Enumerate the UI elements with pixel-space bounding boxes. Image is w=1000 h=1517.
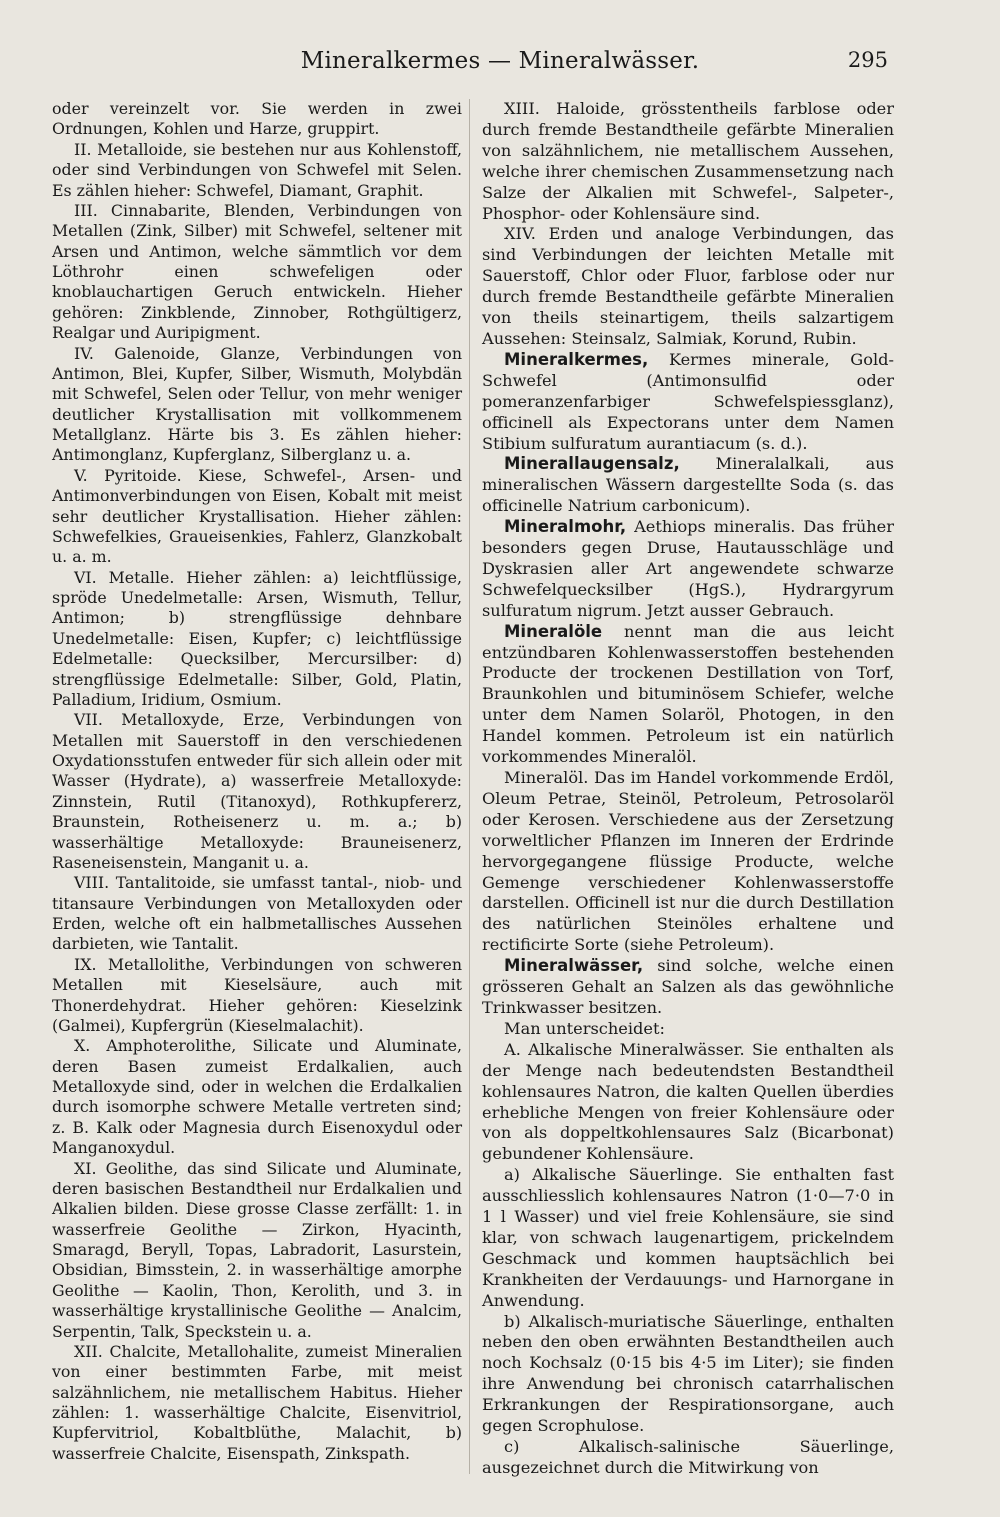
paragraph-text: XIV. Erden und analoge Verbindungen, das sind Verbindungen der leichten Metalle mit Sauerstoff, Chlor oder Fluor, farblose oder nur durch fremde Bestandtheile gefärbte Mineralien von theils steinartigem, theils salzartigem Aussehen: Steinsalz, Salmiak, Korund, Rubin. bbox=[482, 224, 894, 348]
paragraph bbox=[52, 710, 462, 873]
paragraph bbox=[482, 350, 894, 455]
paragraph bbox=[52, 99, 462, 140]
paragraph bbox=[482, 1019, 894, 1040]
paragraph bbox=[52, 1342, 462, 1464]
paragraph bbox=[482, 956, 894, 1019]
paragraph-text: A. Alkalische Mineralwässer. Sie enthalten als der Menge nach bedeutendsten Bestandtheil kohlensaures Natron, die kalten Quellen überdies erhebliche Mengen von freier Kohlensäure oder von als doppeltkohlensaures Salz (Bicarbonat) gebundener Kohlensäure. bbox=[482, 1039, 894, 1164]
paragraph-text: XII. Chalcite, Metallohalite, zumeist Mineralien von einer bestimmten Farbe, mit meist salzähnlichem, nie metallischem Habitus. Hieher zählen: 1. wasserhältige Chalcite, Eisenvitriol, Kupfervitriol, Kobaltblüthe, Malachit, b) wasserfreie Chalcite, Eisenspath, Zinkspath. bbox=[52, 1341, 462, 1463]
entry-headword: Mineralmohr, bbox=[504, 517, 627, 537]
paragraph bbox=[52, 568, 462, 711]
entry-headword: Mineralwässer, bbox=[504, 956, 644, 976]
paragraph-text: XIII. Haloide, grösstentheils farblose oder durch fremde Bestandtheile gefärbte Mineralien von salzähnlichem, nie metallischem Aussehen, welche ihrer chemischen Zusammensetzung nach Salze der Alkalien mit Schwefel-, Salpeter-, Phosphor- oder Kohlensäure sind. bbox=[482, 99, 894, 223]
paragraph-text: nennt man die aus leicht entzündbaren Kohlenwasserstoffen bestehenden Producte der trockenen Destillation von Torf, Braunkohlen und bituminösem Schiefer, welche unter dem Namen Solaröl, Photogen, in den Handel kommen. Petroleum ist ein natürlich vorkommendes Mineralöl. bbox=[482, 621, 894, 767]
paragraph bbox=[482, 99, 894, 224]
paragraph bbox=[482, 454, 894, 517]
paragraph-text: III. Cinnabarite, Blenden, Verbindungen von Metallen (Zink, Silber) mit Schwefel, seltener mit Arsen und Antimon, welche sämmtlich vor dem Löthrohr einen schwefeligen oder knoblauchartigen Geruch entwickeln. Hieher gehören: Zinkblende, Zinnober, Rothgültigerz, Realgar und Auripigment. bbox=[52, 200, 462, 343]
paragraph-text: X. Amphoterolithe, Silicate und Aluminate, deren Basen zumeist Erdalkalien, auch Metalloxyde sind, oder in welchen die Erdalkalien durch isomorphe schwere Metalle vertreten sind; z. B. Kalk oder Magnesia durch Eisenoxydul oder Manganoxydul. bbox=[52, 1036, 462, 1158]
paragraph-text: sind solche, welche einen grösseren Gehalt an Salzen als das gewöhnliche Trinkwasser besitzen. bbox=[482, 956, 894, 1017]
entry-headword: Mineralkermes, bbox=[504, 349, 649, 369]
paragraph-text: a) Alkalische Säuerlinge. Sie enthalten fast ausschliesslich kohlensaures Natron (1·0—7·0 in 1 l Wasser) und viel freie Kohlensäure, sie sind klar, von schwach laugenartigem, prickelndem Geschmack und kommen hauptsächlich bei Krankheiten der Verdauungs- und Harnorgane in Anwendung. bbox=[482, 1165, 894, 1310]
paragraph bbox=[482, 1312, 894, 1437]
paragraph-text: oder vereinzelt vor. Sie werden in zwei Ordnungen, Kohlen und Harze, gruppirt. bbox=[52, 99, 462, 139]
paragraph-text: IV. Galenoide, Glanze, Verbindungen von Antimon, Blei, Kupfer, Silber, Wismuth, Molybdän mit Schwefel, Selen oder Tellur, von mehr weniger deutlicher Krystallisation mit vollkommenem Metallglanz. Härte bis 3. Es zählen hieher: Antimonglanz, Kupferglanz, Silberglanz u. a. bbox=[52, 343, 462, 465]
entry-headword: Minerallaugensalz, bbox=[504, 454, 680, 474]
paragraph bbox=[482, 517, 894, 622]
page-number: 295 bbox=[847, 48, 888, 72]
paragraph bbox=[52, 1036, 462, 1158]
paragraph bbox=[482, 622, 894, 768]
paragraph-text: IX. Metallolithe, Verbindungen von schweren Metallen mit Kieselsäure, auch mit Thonerdehydrat. Hieher gehören: Kieselzink (Galmei), Kupfergrün (Kieselmalachit). bbox=[52, 954, 462, 1035]
paragraph bbox=[482, 1040, 894, 1165]
paragraph bbox=[52, 344, 462, 466]
paragraph bbox=[482, 1437, 894, 1479]
paragraph-text: Aethiops mineralis. Das früher besonders gegen Druse, Hautausschläge und Dyskrasien aller Art angewendete schwarze Schwefelquecksilber (HgS.), Hydrargyrum sulfuratum nigrum. Jetzt ausser Gebrauch. bbox=[482, 517, 894, 620]
paragraph-text: XI. Geolithe, das sind Silicate und Aluminate, deren basischen Bestandtheil nur Erdalkalien und Alkalien bilden. Diese grosse Classe zerfällt: 1. in wasserfreie Geolithe — Zirkon, Hyacinth, Smaragd, Beryll, Topas, Labradorit, Lasurstein, Obsidian, Bimsstein, 2. in wasserhältige amorphe Geolithe — Kaolin, Thon, Kerolith, und 3. in wasserhältige krystallinische Geolithe — Analcim, Serpentin, Talk, Speckstein u. a. bbox=[52, 1158, 462, 1341]
paragraph-text: VII. Metalloxyde, Erze, Verbindungen von Metallen mit Sauerstoff in den verschiedenen Oxydationsstufen entweder für sich allein oder mit Wasser (Hydrate), a) wasserfreie Metalloxyde: Zinnstein, Rutil (Titanoxyd), Rothkupfererz, Braunstein, Rotheisenerz u. m. a.; b) wasserhältige Metalloxyde: Brauneisenerz, Raseneisenstein, Manganit u. a. bbox=[52, 710, 462, 872]
paragraph-text: Man unterscheidet: bbox=[504, 1018, 665, 1038]
paragraph-text: VIII. Tantalitoide, sie umfasst tantal-, niob- und titansaure Verbindungen von Metalloxyden oder Erden, welche oft ein halbmetallisches Aussehen darbieten, wie Tantalit. bbox=[52, 873, 462, 954]
paragraph-text: VI. Metalle. Hieher zählen: a) leichtflüssige, spröde Unedelmetalle: Arsen, Wismuth, Tellur, Antimon; b) strengflüssige dehnbare Unedelmetalle: Eisen, Kupfer; c) leichtflüssige Edelmetalle: Quecksilber, Mercursilber: d) strengflüssige Edelmetalle: Silber, Gold, Platin, Palladium, Iridium, Osmium. bbox=[52, 567, 462, 709]
paragraph bbox=[52, 1159, 462, 1342]
paragraph-text: II. Metalloide, sie bestehen nur aus Kohlenstoff, oder sind Verbindungen von Schwefel mit Selen. Es zählen hieher: Schwefel, Diamant, Graphit. bbox=[52, 139, 462, 200]
paragraph-text: Mineralalkali, aus mineralischen Wässern dargestellte Soda (s. das officinelle Natrium carbonicum). bbox=[482, 454, 894, 516]
paragraph bbox=[482, 224, 894, 349]
paragraph-text: Mineralöl. Das im Handel vorkommende Erdöl, Oleum Petrae, Steinöl, Petroleum, Petrosolaröl oder Kerosen. Verschiedene aus der Zersetzung vorweltlicher Pflanzen im Inneren der Erdrinde hervorgegangene flüssige Producte, welche Gemenge verschiedener Kohlenwasserstoffe darstellen. Officinell ist nur die durch Destillation des natürlichen Steinöles erhaltene und rectificirte Sorte (siehe Petroleum). bbox=[482, 768, 894, 955]
entry-headword: Mineralöle bbox=[504, 621, 603, 641]
paragraph bbox=[52, 140, 462, 201]
paragraph bbox=[52, 201, 462, 344]
column-divider bbox=[469, 99, 470, 1474]
right-column bbox=[482, 99, 894, 1479]
running-title: Mineralkermes — Mineralwässer. bbox=[300, 48, 700, 74]
paragraph bbox=[52, 873, 462, 955]
paragraph bbox=[52, 466, 462, 568]
paragraph-text: b) Alkalisch-muriatische Säuerlinge, enthalten neben den oben erwähnten Bestandtheilen auch noch Kochsalz (0·15 bis 4·5 im Liter); sie finden ihre Anwendung bei chronisch catarrhalischen Erkrankungen der Respirationsorgane, auch gegen Scrophulose. bbox=[482, 1311, 894, 1436]
paragraph bbox=[52, 955, 462, 1037]
paragraph-text: Kermes minerale, Gold-Schwefel (Antimonsulfid oder pomeranzenfarbiger Schwefelspiessglanz), officinell als Expectorans unter dem Namen Stibium sulfuratum aurantiacum (s. d.). bbox=[482, 349, 894, 453]
paragraph-text: c) Alkalisch-salinische Säuerlinge, ausgezeichnet durch die Mitwirkung von bbox=[482, 1437, 894, 1477]
paragraph bbox=[482, 1165, 894, 1311]
paragraph bbox=[482, 768, 894, 956]
paragraph-text: V. Pyritoide. Kiese, Schwefel-, Arsen- und Antimonverbindungen von Eisen, Kobalt mit meist sehr deutlicher Krystallisation. Hieher zählen: Schwefelkies, Graueisenkies, Fahlerz, Glanzkobalt u. a. m. bbox=[52, 465, 462, 567]
running-header bbox=[0, 44, 1000, 84]
left-column bbox=[52, 99, 462, 1464]
